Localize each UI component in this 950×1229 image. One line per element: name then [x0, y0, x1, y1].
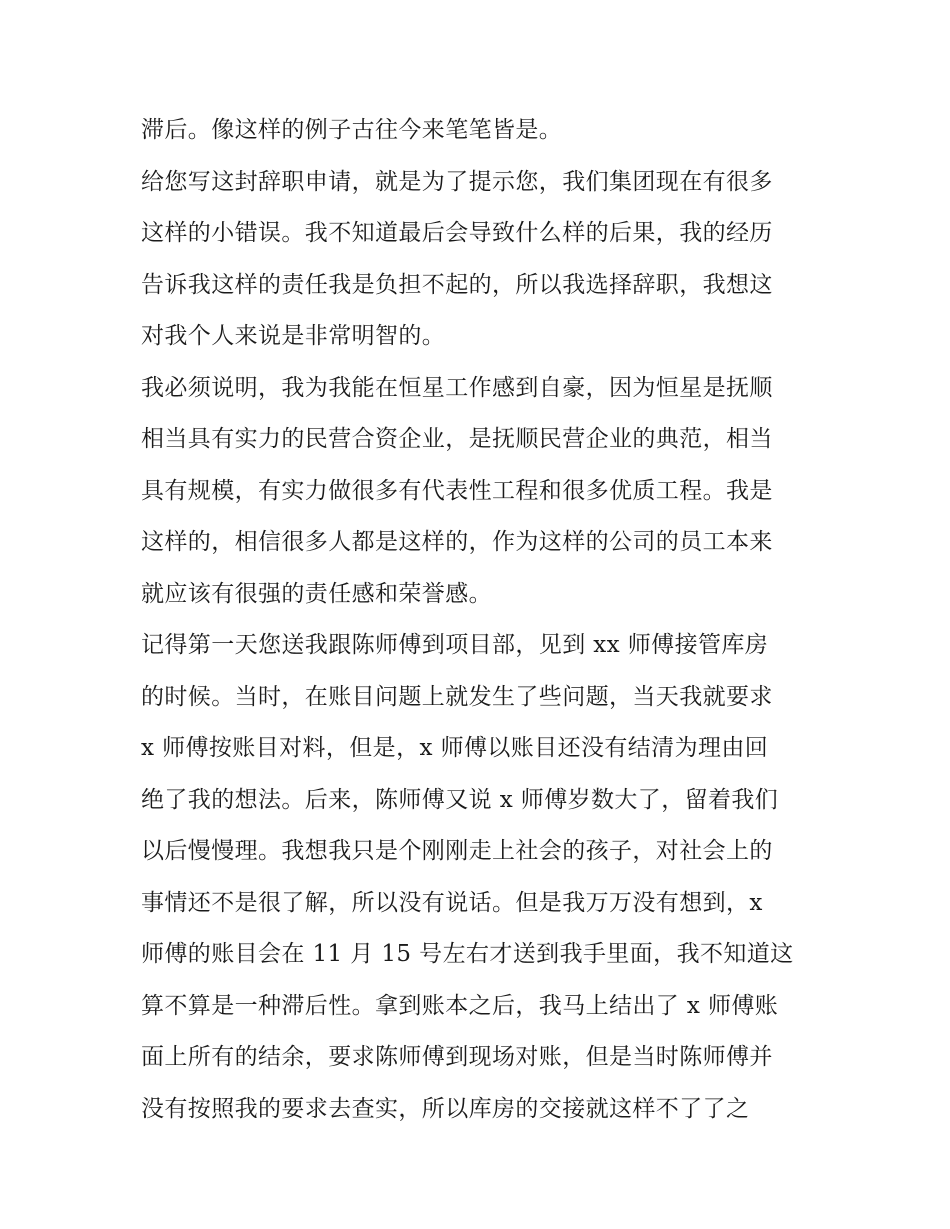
text-line: 师傅的账目会在 11 月 15 号左右才送到我手里面，我不知道这	[141, 941, 794, 967]
text-line: 告诉我这样的责任我是负担不起的，所以我选择辞职，我想这	[141, 271, 773, 298]
text-line: 面上所有的结余，要求陈师傅到现场对账，但是当时陈师傅并	[141, 1044, 773, 1070]
text-line: 算不算是一种滞后性。拿到账本之后，我马上结出了 x 师傅账	[141, 992, 779, 1019]
text-line: 这样的小错误。我不知道最后会导致什么样的后果，我的经历	[141, 220, 773, 246]
text-line: 对我个人来说是非常明智的。	[141, 323, 446, 349]
text-line: 滞后。像这样的例子古往今来笔笔皆是。	[141, 117, 563, 143]
text-line: 给您写这封辞职申请，就是为了提示您，我们集团现在有很多	[141, 168, 773, 195]
text-line: 相当具有实力的民营合资企业，是抚顺民营企业的典范，相当	[141, 426, 773, 452]
text-line: 就应该有很强的责任感和荣誉感。	[141, 580, 492, 607]
text-line: 记得第一天您送我跟陈师傅到项目部，见到 xx 师傅接管库房	[141, 632, 769, 658]
text-line: 我必须说明，我为我能在恒星工作感到自豪，因为恒星是抚顺	[141, 374, 773, 401]
text-line: x 师傅按账目对料，但是，x 师傅以账目还没有结清为理由回	[141, 735, 769, 761]
text-line: 具有规模，有实力做很多有代表性工程和很多优质工程。我是	[141, 477, 773, 504]
text-line: 事情还不是很了解，所以没有说话。但是我万万没有想到，x	[141, 889, 763, 916]
text-line: 没有按照我的要求去查实，所以库房的交接就这样不了了之	[141, 1095, 750, 1122]
text-line: 绝了我的想法。后来，陈师傅又说 x 师傅岁数大了，留着我们	[141, 786, 779, 813]
document-body	[141, 105, 821, 1135]
text-line: 以后慢慢理。我想我只是个刚刚走上社会的孩子，对社会上的	[141, 838, 773, 864]
text-line: 这样的，相信很多人都是这样的，作为这样的公司的员工本来	[141, 529, 773, 555]
text-line: 的时候。当时，在账目问题上就发生了些问题，当天我就要求	[141, 683, 773, 710]
